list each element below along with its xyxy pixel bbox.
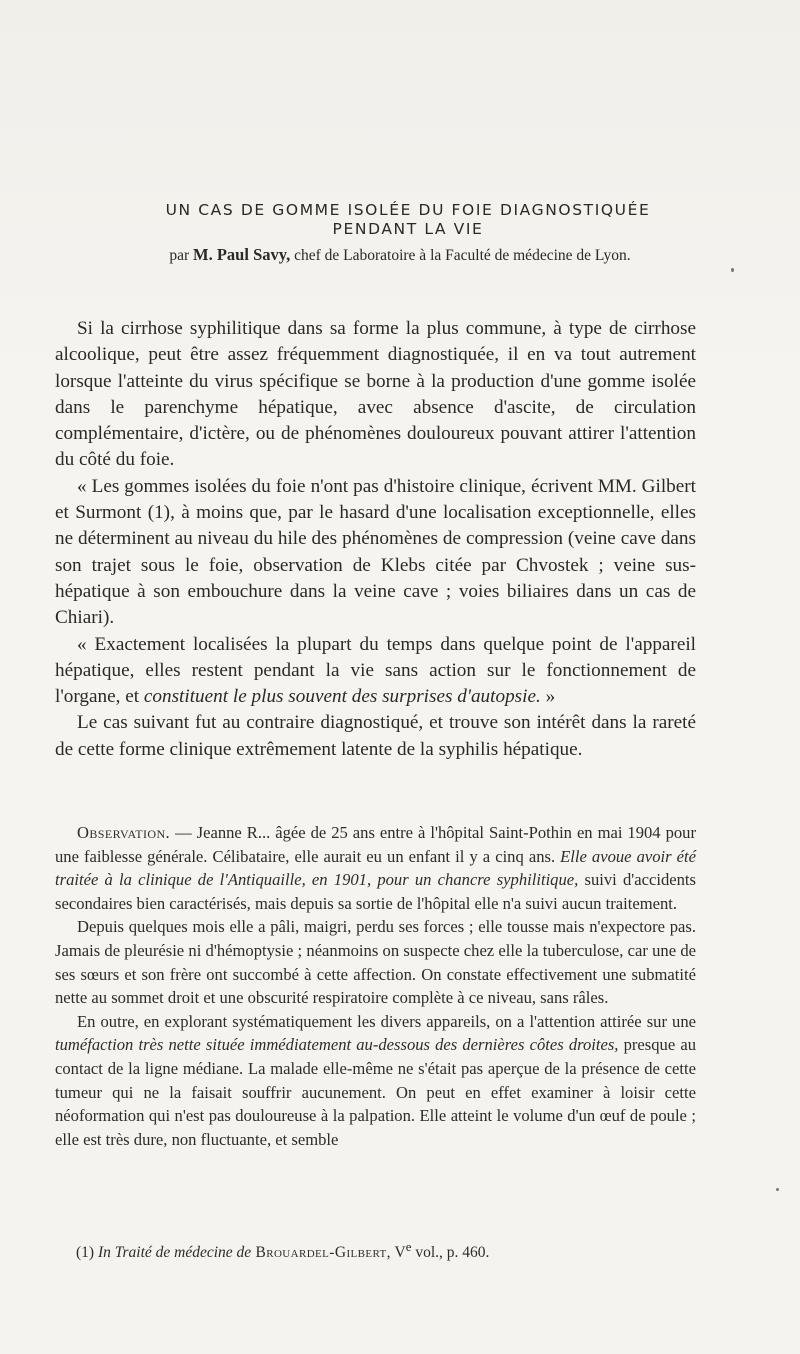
article-title-line-1: UN CAS DE GOMME ISOLÉE DU FOIE DIAGNOSTIQUÉE xyxy=(165,201,651,219)
observation-3-text: En outre, en explorant systématiquement les divers appareils, on a l'attention attirée sur une xyxy=(77,1011,696,1031)
observation-1-text: — Jeanne R... âgée de 25 ans entre à l'hôpital Saint-Pothin en mai 1904 pour une faiblesse générale. Célibataire, elle aurait eu un enfant il y a cinq ans. xyxy=(55,823,696,866)
observation-3-italic: tuméfaction très nette située immédiatement au-dessous des dernières côtes droites, xyxy=(55,1035,619,1055)
main-body xyxy=(55,316,696,763)
footnote-page: vol., p. 460. xyxy=(411,1244,490,1262)
footnote-number: (1) xyxy=(76,1244,98,1262)
footnote xyxy=(76,1239,716,1262)
paragraph-3-text: « Exactement localisées la plupart du temps dans quelque point de l'appareil hépatique, elles restent pendant la vie sans action sur le fonctionnement de l'organe, et xyxy=(55,633,696,708)
observation-3-end: presque au contact de la ligne médiane. La malade elle-même ne s'était pas aperçue de la présence de cette tumeur qui ne la faisait souffrir aucunement. On peut en effet examiner à loisir cette néoformation qui n'est pas douloureuse à la palpation. Elle atteint le volume d'un œuf de poule ; elle est très dure, non fluctuante, et semble xyxy=(55,1035,696,1149)
paper-speck xyxy=(776,1188,779,1191)
observation-1-end: suivi d'accidents secondaires bien caractérisés, mais depuis sa sortie de l'hôpital elle n'a suivi aucun traitement. xyxy=(55,870,697,913)
paper-speck xyxy=(731,268,734,272)
observation-paragraph-2: Depuis quelques mois elle a pâli, maigri, perdu ses forces ; elle tousse mais n'expectore pas. Jamais de pleurésie ni d'hémoptysie ; néanmoins on suspecte chez elle la tuberculose, car une de ses sœurs et son frère ont succombé à cette affection. On constate effectivement une submatité nette au sommet droit et une obscurité respiratoire complète à ce niveau, sans râles. xyxy=(55,917,696,1008)
paragraph-3-end: » xyxy=(540,686,556,708)
observation-1-italic: Elle avoue avoir été traitée à la clinique de l'Antiquaille, en 1901, pour un chancre syphilitique, xyxy=(55,846,696,890)
byline-author: M. Paul Savy, xyxy=(193,245,291,264)
observation-label: Observation. xyxy=(77,823,171,842)
byline-prefix: par xyxy=(169,247,194,264)
byline xyxy=(0,245,800,265)
paragraph-3 xyxy=(55,632,696,711)
paragraph-3-italic: constituent le plus souvent des surprises d'autopsie. xyxy=(143,686,541,708)
footnote-source-italic: In Traité de médecine de xyxy=(97,1244,252,1262)
footnote-volume: V xyxy=(390,1244,406,1262)
byline-affiliation: chef de Laboratoire à la Faculté de médecine de Lyon. xyxy=(290,247,631,264)
article-title-line-2: PENDANT LA VIE xyxy=(332,220,484,238)
observation-paragraph-3 xyxy=(55,1010,696,1152)
paragraph-2: « Les gommes isolées du foie n'ont pas d'histoire clinique, écrivent MM. Gilbert et Surmont (1), à moins que, par le hasard d'une localisation exceptionnelle, elles ne déterminent au niveau du hile des phénomènes de compression (veine cave dans son trajet sous le foie, observation de Klebs citée par Chvostek ; veine sus-hépatique à son embouchure dans la veine cave ; voies biliaires dans un cas de Chiari). xyxy=(55,475,696,629)
paragraph-4: Le cas suivant fut au contraire diagnostiqué, et trouve son intérêt dans la rareté de cette forme clinique extrêmement latente de la syphilis hépatique. xyxy=(55,712,696,760)
footnote-authors: Brouardel-Gilbert, xyxy=(251,1244,391,1262)
footnote-volume-sup: e xyxy=(405,1239,412,1254)
paragraph-1: Si la cirrhose syphilitique dans sa forme la plus commune, à type de cirrhose alcoolique, peut être assez fréquemment diagnostiquée, il en va tout autrement lorsque l'atteinte du virus spécifique se borne à la production d'une gomme isolée dans le parenchyme hépatique, avec absence d'ascite, de circulation complémentaire, d'ictère, ou de phénomènes douloureux pouvant attirer l'attention du côté du foie. xyxy=(55,318,696,471)
observation-section xyxy=(55,821,696,1151)
observation-paragraph-1 xyxy=(55,821,696,915)
